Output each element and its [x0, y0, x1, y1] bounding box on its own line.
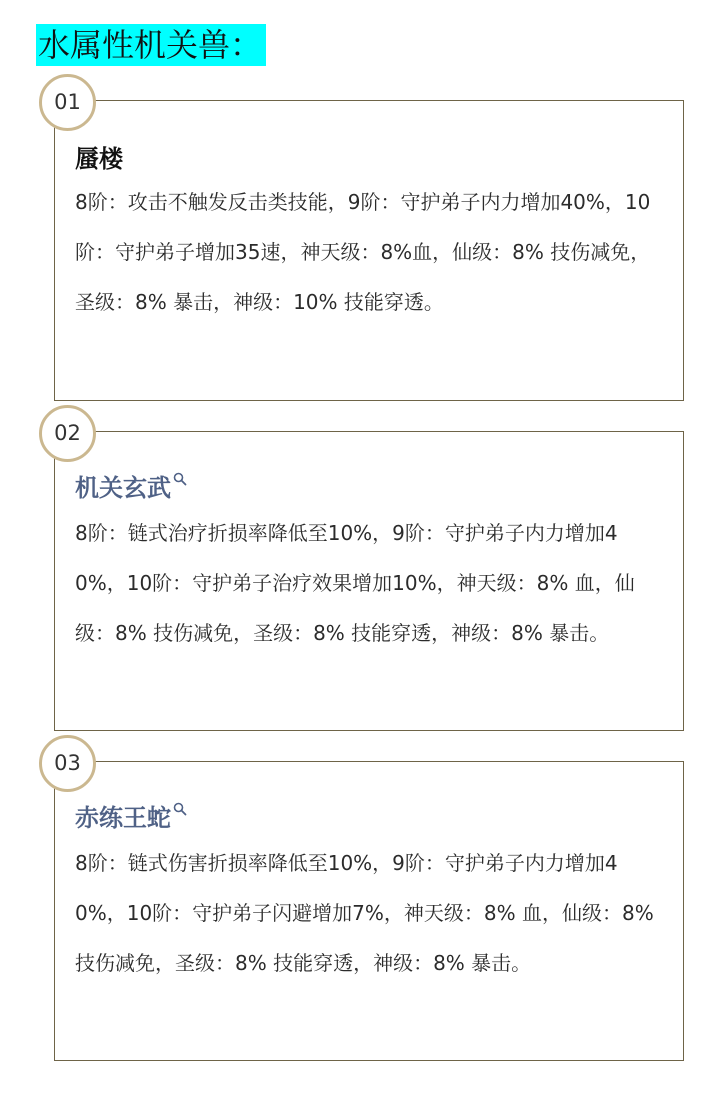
search-icon[interactable] — [173, 794, 187, 822]
beast-description: 8阶：链式治疗折损率降低至10%，9阶：守护弟子内力增加40%，10阶：守护弟子治疗效果增加10%，神天级：8% 血，仙级：8% 技伤减免，圣级：8% 技能穿透，神级：8% 暴击。 — [75, 521, 635, 645]
beast-card — [54, 431, 684, 731]
beast-title[interactable]: 赤练王蛇 — [75, 804, 171, 832]
beast-title-link[interactable] — [75, 468, 187, 503]
beast-description: 8阶：链式伤害折损率降低至10%，9阶：守护弟子内力增加40%，10阶：守护弟子闪避增加7%，神天级：8% 血，仙级：8% 技伤减免，圣级：8% 技能穿透，神级：8% 暴击。 — [75, 851, 654, 975]
beast-title[interactable]: 机关玄武 — [75, 474, 171, 502]
beast-card — [54, 100, 684, 401]
beast-card — [54, 761, 684, 1061]
item-number-badge: 02 — [39, 405, 96, 462]
beast-description: 8阶：攻击不触发反击类技能，9阶：守护弟子内力增加40%，10阶：守护弟子增加35速，神天级：8%血，仙级：8% 技伤减免，圣级：8% 暴击，神级：10% 技能穿透。 — [75, 190, 651, 314]
item-number-badge: 01 — [39, 74, 96, 131]
search-icon[interactable] — [173, 464, 187, 492]
page-heading: 水属性机关兽： — [36, 24, 266, 66]
beast-title: 蜃楼 — [75, 145, 123, 173]
beast-title-link[interactable] — [75, 798, 187, 833]
item-number-badge: 03 — [39, 735, 96, 792]
